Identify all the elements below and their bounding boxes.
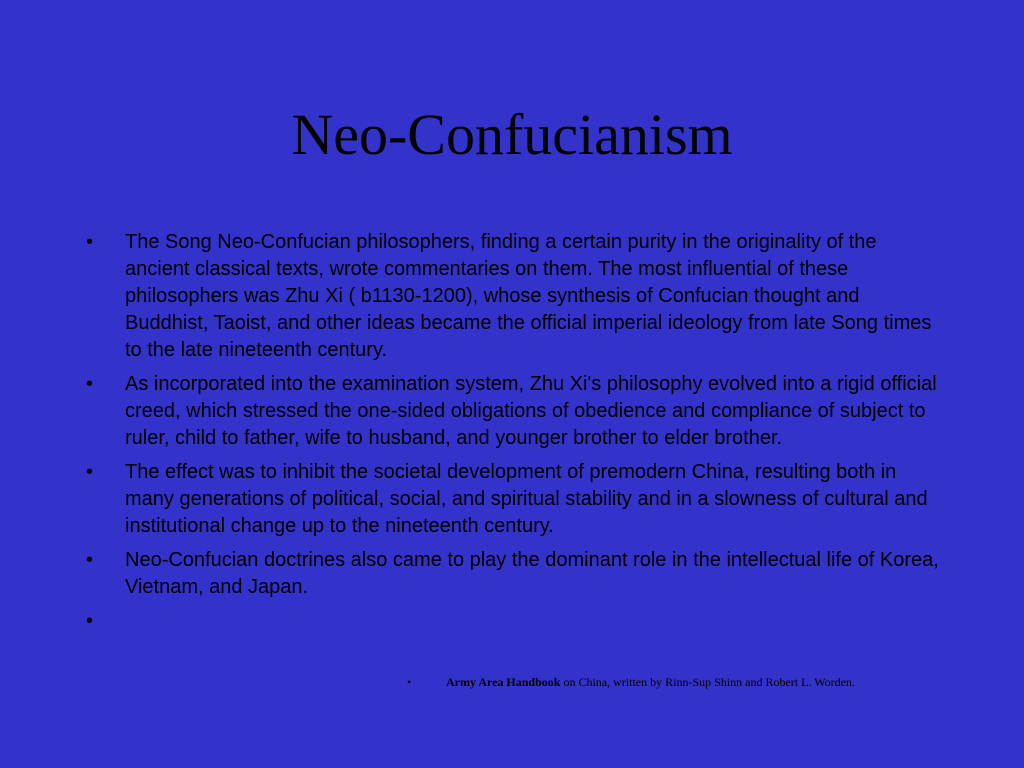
source-details: on China, written by Rinn-Sup Shinn and Robert L. Worden. — [560, 675, 855, 689]
slide-title: Neo-Confucianism — [291, 102, 733, 167]
bullet-dot: • — [86, 461, 94, 483]
bullet-text: Neo-Confucian doctrines also came to play the dominant role in the intellectual life of Korea, Vietnam, and Japan. — [125, 549, 939, 598]
source-citation — [407, 674, 987, 690]
bullet-dot: • — [86, 610, 94, 632]
bullet-text: The effect was to inhibit the societal development of premodern China, resulting both in many generations of political, social, and spiritual stability and in a slowness of cultural and institutional change up to the nineteenth century. — [125, 461, 928, 537]
bullet-list — [86, 229, 946, 642]
bullet-item — [86, 547, 946, 601]
bullet-item — [86, 459, 946, 540]
bullet-dot: • — [86, 373, 94, 395]
bullet-text: As incorporated into the examination system, Zhu Xi's philosophy evolved into a rigid official creed, which stressed the one-sided obligations of obedience and compliance of subject to ruler, child to father, wife to husband, and younger brother to elder brother. — [125, 373, 937, 449]
bullet-dot: • — [86, 231, 94, 253]
source-bullet-dot: • — [407, 675, 412, 689]
source-text — [446, 674, 855, 690]
bullet-item-empty — [86, 608, 946, 635]
bullet-text: The Song Neo-Confucian philosophers, finding a certain purity in the originality of the ancient classical texts, wrote commentaries on them. The most influential of these philosophers was Zhu Xi ( b1130-1200), whose synthesis of Confucian thought and Buddhist, Taoist, and other ideas became the official imperial ideology from late Song times to the late nineteenth century. — [125, 231, 932, 361]
bullet-item — [86, 371, 946, 452]
source-book-title: Army Area Handbook — [446, 675, 561, 689]
bullet-dot: • — [86, 549, 94, 571]
bullet-item — [86, 229, 946, 364]
